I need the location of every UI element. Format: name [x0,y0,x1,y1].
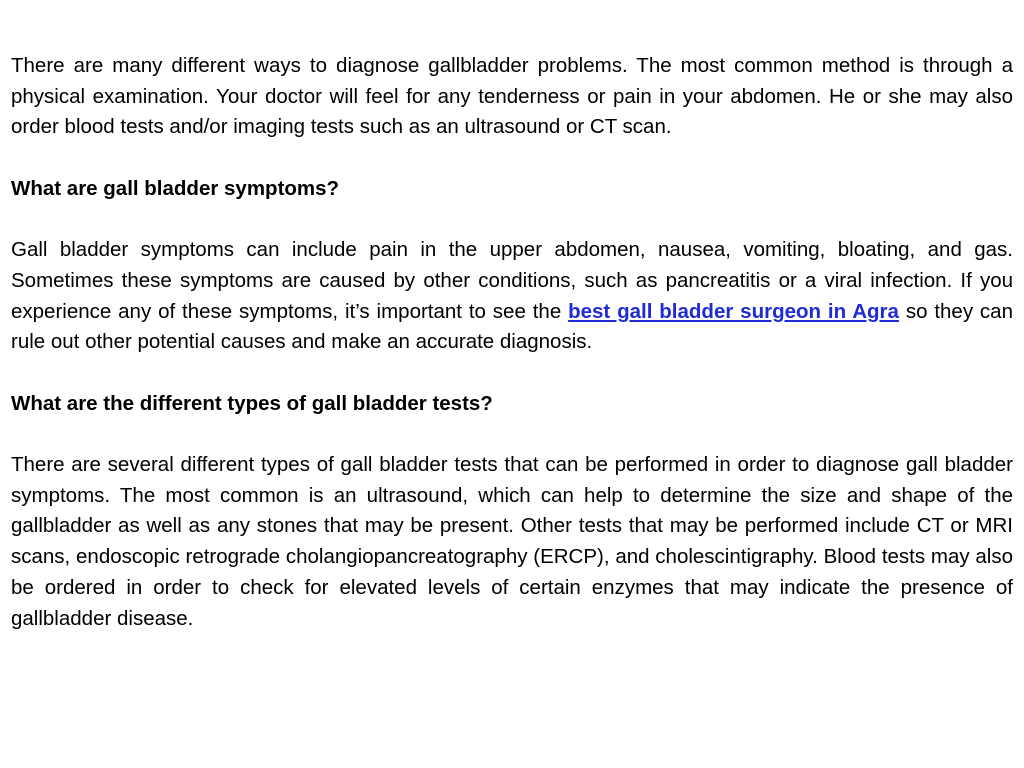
symptoms-heading: What are gall bladder symptoms? [11,176,340,200]
symptoms-text-after-link: so they can rule out other potential causes and make an accurate diagnosis. [11,299,1013,354]
symptoms-paragraph [11,235,1013,358]
spacer [11,143,1013,174]
spacer [11,205,1013,236]
spacer [11,358,1013,389]
surgeon-link[interactable]: best gall bladder surgeon in Agra [568,299,899,323]
tests-paragraph: There are several different types of gall bladder tests that can be performed in order to diagnose gall bladder symptoms. The most common is an ultrasound, which can help to determine the size and shape of the gallbladder as well as any stones that may be present. Other tests that may be performed include CT or MRI scans, endoscopic retrograde cholangiopancreatography (ERCP), and cholescintigraphy. Blood tests may also be ordered in order to check for elevated levels of certain enzymes that may indicate the presence of gallbladder disease. [11,453,1013,630]
symptoms-text-before-link: Gall bladder symptoms can include pain in the upper abdomen, nausea, vomiting, bloating, and gas. Sometimes these symptoms are caused by other conditions, such as pancreatitis or a viral infection. If you experience any of these symptoms, it’s important to see the [11,238,1013,323]
intro-paragraph: There are many different ways to diagnose gallbladder problems. The most common method is through a physical examination. Your doctor will feel for any tenderness or pain in your abdomen. He or she may also order blood tests and/or imaging tests such as an ultrasound or CT scan. [11,54,1013,139]
tests-heading: What are the different types of gall bladder tests? [11,391,493,415]
spacer [11,419,1013,450]
